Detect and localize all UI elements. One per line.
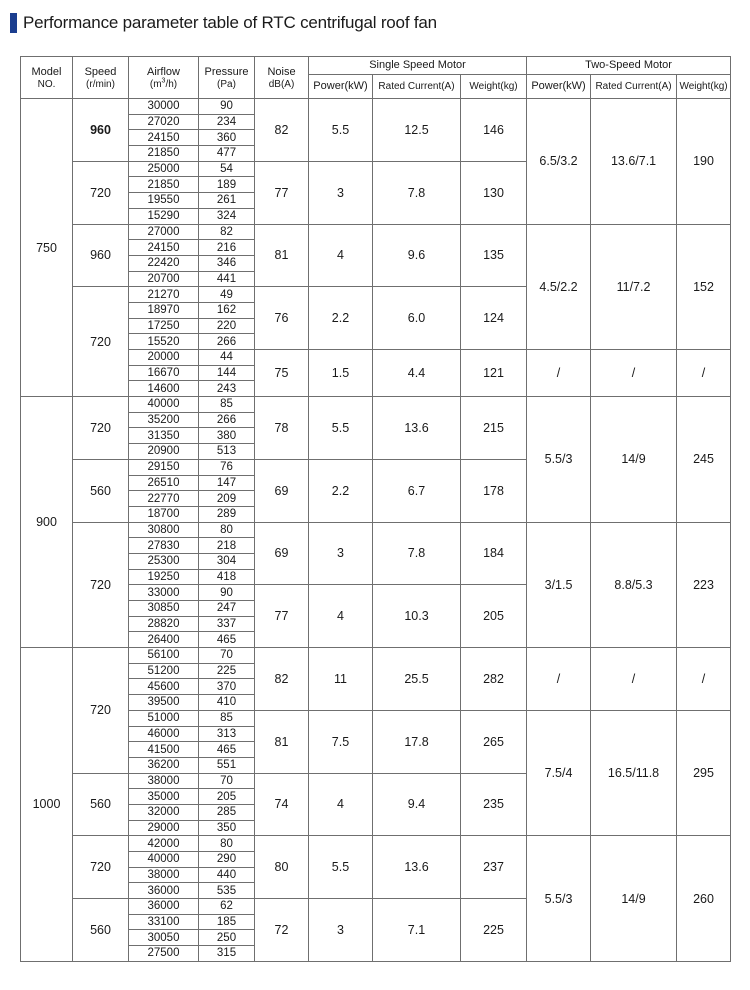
airflow-cell: 22770 (129, 491, 199, 507)
airflow-cell: 20700 (129, 271, 199, 287)
airflow-cell: 24150 (129, 240, 199, 256)
pressure-cell: 418 (199, 569, 255, 585)
single-weight-cell: 235 (461, 773, 527, 836)
table-row (21, 224, 731, 240)
two-weight-cell: 245 (677, 397, 731, 523)
pressure-cell: 62 (199, 899, 255, 915)
speed-cell: 720 (73, 397, 129, 460)
two-power-cell: / (527, 648, 591, 711)
pressure-cell: 80 (199, 836, 255, 852)
table-row (21, 99, 731, 115)
noise-cell: 76 (255, 287, 309, 350)
airflow-cell: 25300 (129, 553, 199, 569)
airflow-cell: 22420 (129, 255, 199, 271)
pressure-cell: 234 (199, 114, 255, 130)
noise-cell: 69 (255, 459, 309, 522)
airflow-cell: 21850 (129, 177, 199, 193)
header-single-weight: Weight(kg) (461, 75, 527, 99)
noise-cell: 82 (255, 99, 309, 162)
single-current-cell: 7.1 (373, 899, 461, 962)
pressure-cell: 70 (199, 648, 255, 664)
pressure-cell: 410 (199, 695, 255, 711)
two-power-cell: 5.5/3 (527, 836, 591, 962)
table-row (21, 648, 731, 664)
header-two-weight: Weight(kg) (677, 75, 731, 99)
airflow-cell: 30000 (129, 99, 199, 115)
airflow-cell: 51000 (129, 710, 199, 726)
single-power-cell: 5.5 (309, 99, 373, 162)
pressure-cell: 324 (199, 208, 255, 224)
pressure-cell: 85 (199, 710, 255, 726)
table-row (21, 836, 731, 852)
airflow-cell: 18970 (129, 302, 199, 318)
header-single-speed-motor: Single Speed Motor (309, 57, 527, 75)
airflow-cell: 31350 (129, 428, 199, 444)
two-power-cell: 5.5/3 (527, 397, 591, 523)
pressure-cell: 54 (199, 161, 255, 177)
single-power-cell: 2.2 (309, 459, 373, 522)
header-single-current: Rated Current(A) (373, 75, 461, 99)
airflow-cell: 36000 (129, 883, 199, 899)
pressure-cell: 209 (199, 491, 255, 507)
single-power-cell: 2.2 (309, 287, 373, 350)
single-weight-cell: 184 (461, 522, 527, 585)
header-two-power: Power(kW) (527, 75, 591, 99)
pressure-cell: 144 (199, 365, 255, 381)
airflow-cell: 30800 (129, 522, 199, 538)
single-weight-cell: 237 (461, 836, 527, 899)
single-current-cell: 9.4 (373, 773, 461, 836)
pressure-cell: 465 (199, 742, 255, 758)
two-current-cell: 8.8/5.3 (591, 522, 677, 648)
two-weight-cell: 260 (677, 836, 731, 962)
pressure-cell: 44 (199, 350, 255, 366)
airflow-cell: 30850 (129, 601, 199, 617)
noise-cell: 81 (255, 710, 309, 773)
pressure-cell: 90 (199, 99, 255, 115)
header-noise: Noise dB(A) (255, 57, 309, 99)
single-current-cell: 4.4 (373, 350, 461, 397)
noise-cell: 74 (255, 773, 309, 836)
performance-table (20, 56, 731, 962)
pressure-cell: 285 (199, 804, 255, 820)
pressure-cell: 261 (199, 193, 255, 209)
noise-cell: 77 (255, 161, 309, 224)
two-power-cell: 3/1.5 (527, 522, 591, 648)
single-weight-cell: 124 (461, 287, 527, 350)
airflow-cell: 42000 (129, 836, 199, 852)
two-current-cell: 14/9 (591, 397, 677, 523)
model-cell: 1000 (21, 648, 73, 962)
pressure-cell: 250 (199, 930, 255, 946)
airflow-cell: 29000 (129, 820, 199, 836)
airflow-cell: 32000 (129, 804, 199, 820)
pressure-cell: 551 (199, 757, 255, 773)
airflow-cell: 41500 (129, 742, 199, 758)
single-weight-cell: 282 (461, 648, 527, 711)
single-weight-cell: 265 (461, 710, 527, 773)
model-cell: 900 (21, 397, 73, 648)
noise-cell: 82 (255, 648, 309, 711)
single-current-cell: 6.0 (373, 287, 461, 350)
two-current-cell: 14/9 (591, 836, 677, 962)
pressure-cell: 85 (199, 397, 255, 413)
noise-cell: 81 (255, 224, 309, 287)
single-current-cell: 7.8 (373, 161, 461, 224)
single-power-cell: 4 (309, 773, 373, 836)
single-current-cell: 10.3 (373, 585, 461, 648)
pressure-cell: 360 (199, 130, 255, 146)
airflow-cell: 25000 (129, 161, 199, 177)
single-power-cell: 11 (309, 648, 373, 711)
airflow-cell: 33100 (129, 914, 199, 930)
airflow-cell: 29150 (129, 459, 199, 475)
pressure-cell: 304 (199, 553, 255, 569)
airflow-cell: 20000 (129, 350, 199, 366)
table-row (21, 397, 731, 413)
two-weight-cell: 190 (677, 99, 731, 225)
pressure-cell: 315 (199, 946, 255, 962)
airflow-cell: 14600 (129, 381, 199, 397)
noise-cell: 80 (255, 836, 309, 899)
speed-cell: 720 (73, 161, 129, 224)
single-power-cell: 7.5 (309, 710, 373, 773)
single-power-cell: 1.5 (309, 350, 373, 397)
header-two-current: Rated Current(A) (591, 75, 677, 99)
two-current-cell: 11/7.2 (591, 224, 677, 350)
single-current-cell: 17.8 (373, 710, 461, 773)
single-weight-cell: 225 (461, 899, 527, 962)
speed-cell: 720 (73, 836, 129, 899)
airflow-cell: 15290 (129, 208, 199, 224)
two-current-cell: 13.6/7.1 (591, 99, 677, 225)
single-weight-cell: 130 (461, 161, 527, 224)
noise-cell: 69 (255, 522, 309, 585)
header-airflow: Airflow $(m^3/h)$ (129, 57, 199, 99)
airflow-cell: 46000 (129, 726, 199, 742)
header-pressure: Pressure (Pa) (199, 57, 255, 99)
single-current-cell: 9.6 (373, 224, 461, 287)
airflow-cell: 24150 (129, 130, 199, 146)
single-weight-cell: 178 (461, 459, 527, 522)
single-current-cell: 13.6 (373, 397, 461, 460)
speed-cell: 960 (73, 224, 129, 287)
airflow-cell: 27000 (129, 224, 199, 240)
single-weight-cell: 146 (461, 99, 527, 162)
speed-cell: 720 (73, 648, 129, 774)
pressure-cell: 76 (199, 459, 255, 475)
pressure-cell: 266 (199, 412, 255, 428)
pressure-cell: 290 (199, 852, 255, 868)
airflow-cell: 39500 (129, 695, 199, 711)
airflow-cell: 33000 (129, 585, 199, 601)
two-power-cell: 4.5/2.2 (527, 224, 591, 350)
pressure-cell: 289 (199, 506, 255, 522)
single-weight-cell: 215 (461, 397, 527, 460)
single-power-cell: 3 (309, 899, 373, 962)
airflow-cell: 27020 (129, 114, 199, 130)
single-power-cell: 3 (309, 522, 373, 585)
model-cell: 750 (21, 99, 73, 397)
airflow-cell: 19550 (129, 193, 199, 209)
pressure-cell: 477 (199, 146, 255, 162)
airflow-cell: 20900 (129, 444, 199, 460)
airflow-cell: 40000 (129, 397, 199, 413)
speed-cell: 560 (73, 773, 129, 836)
airflow-cell: 51200 (129, 663, 199, 679)
airflow-cell: 21850 (129, 146, 199, 162)
pressure-cell: 90 (199, 585, 255, 601)
single-power-cell: 4 (309, 224, 373, 287)
two-weight-cell: 223 (677, 522, 731, 648)
pressure-cell: 441 (199, 271, 255, 287)
pressure-cell: 337 (199, 616, 255, 632)
two-power-cell: 6.5/3.2 (527, 99, 591, 225)
airflow-cell: 35200 (129, 412, 199, 428)
airflow-cell: 38000 (129, 867, 199, 883)
airflow-cell: 36200 (129, 757, 199, 773)
two-current-cell: 16.5/11.8 (591, 710, 677, 836)
pressure-cell: 70 (199, 773, 255, 789)
pressure-cell: 313 (199, 726, 255, 742)
noise-cell: 78 (255, 397, 309, 460)
single-power-cell: 4 (309, 585, 373, 648)
noise-cell: 77 (255, 585, 309, 648)
speed-cell: 960 (73, 99, 129, 162)
speed-cell: 720 (73, 522, 129, 648)
pressure-cell: 535 (199, 883, 255, 899)
pressure-cell: 225 (199, 663, 255, 679)
pressure-cell: 147 (199, 475, 255, 491)
pressure-cell: 218 (199, 538, 255, 554)
pressure-cell: 80 (199, 522, 255, 538)
pressure-cell: 220 (199, 318, 255, 334)
pressure-cell: 440 (199, 867, 255, 883)
two-weight-cell: / (677, 350, 731, 397)
airflow-cell: 45600 (129, 679, 199, 695)
single-power-cell: 3 (309, 161, 373, 224)
airflow-cell: 15520 (129, 334, 199, 350)
table-body (21, 99, 731, 962)
single-weight-cell: 121 (461, 350, 527, 397)
airflow-cell: 28820 (129, 616, 199, 632)
title-accent-bar (10, 13, 17, 33)
airflow-cell: 27500 (129, 946, 199, 962)
single-current-cell: 25.5 (373, 648, 461, 711)
airflow-cell: 35000 (129, 789, 199, 805)
speed-cell: 560 (73, 459, 129, 522)
single-power-cell: 5.5 (309, 836, 373, 899)
pressure-cell: 350 (199, 820, 255, 836)
airflow-cell: 26510 (129, 475, 199, 491)
pressure-cell: 189 (199, 177, 255, 193)
two-weight-cell: 295 (677, 710, 731, 836)
title-bar (10, 12, 437, 34)
pressure-cell: 380 (199, 428, 255, 444)
single-current-cell: 7.8 (373, 522, 461, 585)
single-current-cell: 12.5 (373, 99, 461, 162)
pressure-cell: 465 (199, 632, 255, 648)
table-wrapper (20, 56, 730, 962)
page-title: Performance parameter table of RTC centrifugal roof fan (23, 13, 437, 32)
pressure-cell: 185 (199, 914, 255, 930)
airflow-cell: 17250 (129, 318, 199, 334)
noise-cell: 72 (255, 899, 309, 962)
airflow-cell: 16670 (129, 365, 199, 381)
two-weight-cell: / (677, 648, 731, 711)
pressure-cell: 205 (199, 789, 255, 805)
airflow-cell: 36000 (129, 899, 199, 915)
pressure-cell: 82 (199, 224, 255, 240)
header-two-speed-motor: Two-Speed Motor (527, 57, 731, 75)
header-speed: Speed (r/min) (73, 57, 129, 99)
pressure-cell: 513 (199, 444, 255, 460)
pressure-cell: 216 (199, 240, 255, 256)
two-weight-cell: 152 (677, 224, 731, 350)
pressure-cell: 49 (199, 287, 255, 303)
airflow-cell: 40000 (129, 852, 199, 868)
single-power-cell: 5.5 (309, 397, 373, 460)
pressure-cell: 370 (199, 679, 255, 695)
airflow-cell: 19250 (129, 569, 199, 585)
two-power-cell: 7.5/4 (527, 710, 591, 836)
pressure-cell: 247 (199, 601, 255, 617)
pressure-cell: 266 (199, 334, 255, 350)
speed-cell: 560 (73, 899, 129, 962)
single-current-cell: 6.7 (373, 459, 461, 522)
single-weight-cell: 135 (461, 224, 527, 287)
single-weight-cell: 205 (461, 585, 527, 648)
airflow-cell: 27830 (129, 538, 199, 554)
two-current-cell: / (591, 648, 677, 711)
two-power-cell: / (527, 350, 591, 397)
single-current-cell: 13.6 (373, 836, 461, 899)
table-row (21, 522, 731, 538)
pressure-cell: 346 (199, 255, 255, 271)
pressure-cell: 162 (199, 302, 255, 318)
airflow-cell: 26400 (129, 632, 199, 648)
airflow-cell: 56100 (129, 648, 199, 664)
header-single-power: Power(kW) (309, 75, 373, 99)
airflow-cell: 18700 (129, 506, 199, 522)
noise-cell: 75 (255, 350, 309, 397)
airflow-cell: 21270 (129, 287, 199, 303)
speed-cell: 720 (73, 287, 129, 397)
airflow-cell: 30050 (129, 930, 199, 946)
header-model: Model NO. (21, 57, 73, 99)
airflow-cell: 38000 (129, 773, 199, 789)
two-current-cell: / (591, 350, 677, 397)
pressure-cell: 243 (199, 381, 255, 397)
